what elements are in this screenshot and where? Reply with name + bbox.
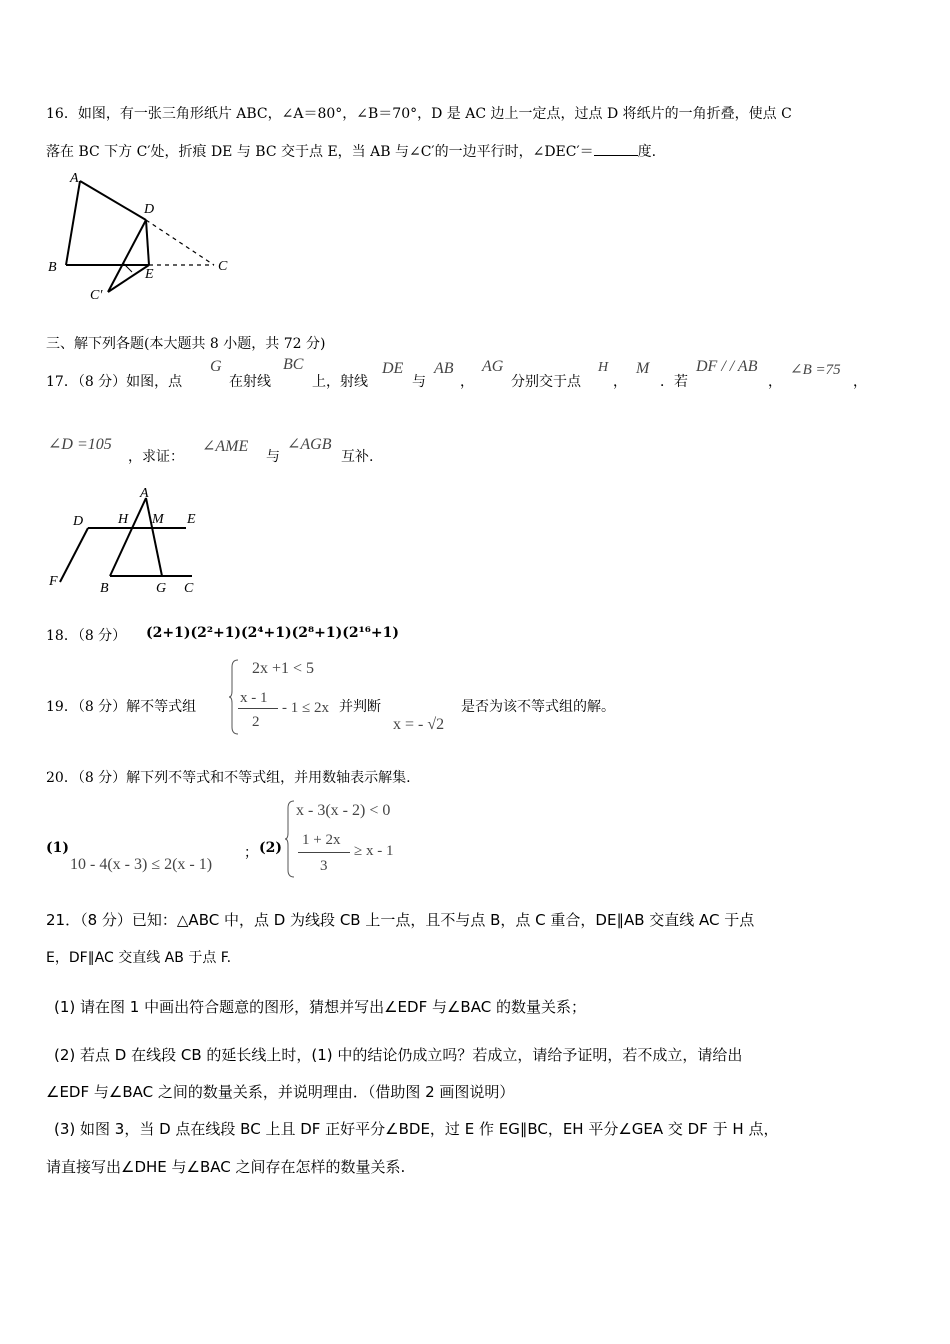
label-D: D bbox=[144, 202, 155, 217]
q19-xval: x = - √2 bbox=[393, 716, 445, 733]
q17-t6: ， bbox=[613, 374, 627, 390]
q20-p2-label: (2) bbox=[259, 840, 282, 856]
edge-DC-dashed bbox=[146, 220, 214, 265]
label-A: A bbox=[70, 171, 79, 186]
q20-line: 20．（8 分）解下列不等式和不等式组，并用数轴表示解集. bbox=[46, 770, 411, 786]
q19-t1: 并判断 bbox=[339, 699, 381, 715]
line-DF bbox=[60, 528, 88, 582]
edge-DCp bbox=[108, 220, 146, 292]
label-F: F bbox=[49, 574, 58, 589]
label-M: M bbox=[152, 512, 164, 527]
q17-cond1: DF / / AB bbox=[696, 358, 758, 375]
q17-t1: 在射线 bbox=[229, 374, 271, 390]
q17-AG: AG bbox=[482, 358, 504, 375]
q17-M: M bbox=[636, 360, 650, 377]
line-AG bbox=[146, 498, 162, 576]
q18-num: 18．（8 分） bbox=[46, 628, 127, 644]
label-A: A bbox=[140, 486, 149, 501]
q17-t12: 互补. bbox=[341, 449, 374, 465]
q17-t2: 上，射线 bbox=[312, 374, 368, 390]
q17-DE: DE bbox=[382, 360, 404, 377]
q20-p2-tail: ≥ x - 1 bbox=[354, 843, 394, 859]
q21-p1: (1) 请在图 1 中画出符合题意的图形，猜想并写出∠EDF 与∠BAC 的数量关系； bbox=[54, 998, 586, 1016]
q17-angle2: ∠AGB bbox=[287, 436, 332, 453]
label-H: H bbox=[118, 512, 129, 527]
fold-DE bbox=[146, 220, 149, 265]
q17-cond3: ∠D =105 bbox=[48, 436, 112, 453]
label-C: C bbox=[184, 581, 194, 596]
q17-figure bbox=[46, 484, 216, 596]
q21-p2a: (2) 若点 D 在线段 CB 的延长线上时，(1) 中的结论仍成立吗？若成立，请给予证明，若不成立，请给出 bbox=[54, 1046, 743, 1064]
q16-line2-text: 落在 BC 下方 C′处，折痕 DE 与 BC 交于点 E，当 AB 与∠C′的一边平行时，∠DEC′＝ bbox=[46, 144, 594, 160]
q17-t7: ．若 bbox=[660, 374, 688, 390]
q16-line2-end: 度. bbox=[637, 144, 657, 160]
q20-p2-frac-num: 1 + 2x bbox=[302, 832, 341, 848]
label-D: D bbox=[73, 514, 84, 529]
q20-p1-label: (1) bbox=[46, 840, 69, 856]
edge-AB bbox=[66, 181, 80, 265]
label-G: G bbox=[156, 581, 167, 596]
q20-p2-frac-line bbox=[298, 852, 350, 853]
label-E: E bbox=[145, 267, 154, 282]
q17-t5: 分别交于点 bbox=[511, 374, 581, 390]
q17-t8: ， bbox=[768, 374, 782, 390]
q17-num: 17．（8 分）如图，点 bbox=[46, 374, 183, 390]
line-AB bbox=[110, 498, 146, 576]
q17-t9: ， bbox=[853, 374, 867, 390]
label-E: E bbox=[187, 512, 196, 527]
edge-AD bbox=[80, 181, 146, 220]
q19-frac-line bbox=[238, 708, 278, 709]
q17-t10: ，求证： bbox=[128, 449, 184, 465]
q21-p3a: (3) 如图 3，当 D 点在线段 BC 上且 DF 正好平分∠BDE，过 E 作 EG∥BC，EH 平分∠GEA 交 DF 于 H 点， bbox=[54, 1120, 779, 1138]
q21-line1: 21．（8 分）已知：△ABC 中，点 D 为线段 CB 上一点，且不与点 B，点 C 重合，DE∥AB 交直线 AC 于点 bbox=[46, 911, 755, 929]
q19-frac-den: 2 bbox=[252, 714, 260, 730]
q17-t4: ， bbox=[460, 374, 474, 390]
q20-sep: ； bbox=[244, 845, 258, 861]
q16-line1: 16．如图，有一张三角形纸片 ABC，∠A＝80°，∠B＝70°，D 是 AC 边上一定点，过点 D 将纸片的一角折叠，使点 C bbox=[46, 106, 792, 122]
q17-BC: BC bbox=[283, 356, 304, 373]
q17-cond2: ∠B =75 bbox=[790, 362, 841, 378]
q19-t2: 是否为该不等式组的解。 bbox=[461, 699, 615, 715]
section-heading: 三、解下列各题(本大题共 8 小题，共 72 分) bbox=[46, 336, 326, 352]
q17-AB: AB bbox=[434, 360, 454, 377]
q17-H: H bbox=[598, 360, 609, 375]
q17-t11: 与 bbox=[266, 449, 280, 465]
label-B: B bbox=[100, 581, 109, 596]
q21-line2: E，DF∥AC 交直线 AB 于点 F. bbox=[46, 950, 232, 966]
q19-frac-num: x - 1 bbox=[240, 690, 268, 706]
answer-blank bbox=[594, 143, 638, 156]
q21-p2b: ∠EDF 与∠BAC 之间的数量关系，并说明理由．（借助图 2 画图说明） bbox=[46, 1083, 515, 1101]
q19-brace bbox=[228, 659, 240, 735]
label-C: C bbox=[218, 259, 228, 274]
q17-t3: 与 bbox=[412, 374, 426, 390]
q20-p2-frac-den: 3 bbox=[320, 858, 328, 874]
q18-expr: (2+1)(2²+1)(2⁴+1)(2⁸+1)(2¹⁶+1) bbox=[146, 625, 399, 641]
q17-angle1: ∠AME bbox=[202, 438, 249, 455]
label-Cprime: C′ bbox=[90, 288, 103, 303]
q20-p2-ineq1: x - 3(x - 2) < 0 bbox=[296, 802, 391, 819]
q16-line2 bbox=[46, 141, 656, 161]
q19-ineq2-tail: - 1 ≤ 2x bbox=[282, 700, 329, 716]
q16-figure bbox=[46, 168, 246, 304]
q19-num: 19．（8 分）解不等式组 bbox=[46, 699, 197, 715]
label-B: B bbox=[48, 260, 57, 275]
q20-brace bbox=[284, 800, 296, 878]
q21-p3b: 请直接写出∠DHE 与∠BAC 之间存在怎样的数量关系. bbox=[46, 1158, 406, 1176]
q17-G: G bbox=[210, 358, 222, 375]
q19-ineq1: 2x +1 < 5 bbox=[252, 660, 315, 677]
q20-p1-expr: 10 - 4(x - 3) ≤ 2(x - 1) bbox=[70, 856, 213, 873]
